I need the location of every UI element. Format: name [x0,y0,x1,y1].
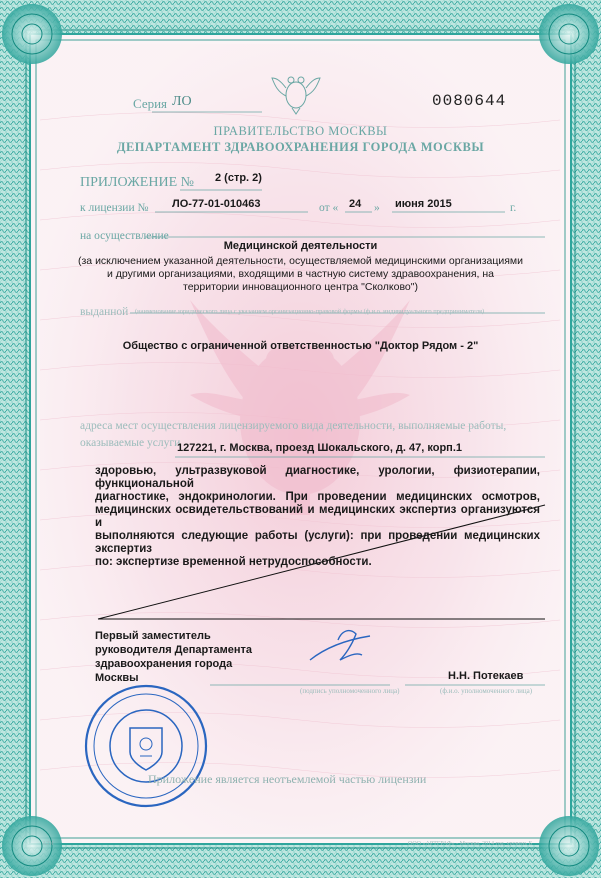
series-label: Серия [133,96,168,111]
license-month-year: июня 2015 [395,198,452,210]
license-prefix: к лицензии № [80,202,149,214]
services-line: медицинских освидетельствований и медицинских экспертиз организуются и [95,504,540,529]
services-line: выполняются следующие работы (услуги): при проведении медицинских экспертиз [95,530,540,555]
signatory-position-line: Первый заместитель [95,630,211,642]
signatory-position-line: здравоохранения города [95,658,233,670]
dept-title: ДЕПАРТАМЕНТ ЗДРАВООХРАНЕНИЯ ГОРОДА МОСКВЫ [116,140,485,154]
activity-desc-line: и другими организациями, входящими в частную систему здравоохранения, на [106,268,495,280]
issued-hint: (наименование юридического лица с указанием организационно-правовой формы (ф.и.о. индивидуального предпринимателя) [135,308,485,315]
services-text [95,465,540,569]
address-label-line: оказываемые услуги [80,437,181,449]
license-from-label: от « [319,202,339,214]
gov-title: ПРАВИТЕЛЬСТВО МОСКВЫ [213,124,388,138]
activity-label: на осуществление [80,230,169,242]
appendix-label: ПРИЛОЖЕНИЕ № [80,175,194,190]
services-line: здоровью, ультразвуковой диагностике, урологии, физиотерапии, функциональной [95,465,540,490]
services-line: по: экспертизе временной нетрудоспособности. [95,556,372,568]
corner-rosette-icon [2,4,62,64]
license-year-suffix: г. [510,202,517,214]
address-value: 127221, г. Москва, проезд Шокальского, д. 47, корп.1 [177,442,462,454]
printer-note: ООО «АРТГРАФ» - Москва, 2014 год, уровень Б [408,841,533,847]
organization-name: Общество с ограниченной ответственностью "Доктор Рядом - 2" [122,340,479,352]
signature-hint: (подпись уполномоченного лица) [300,687,400,695]
issued-label: выданной [80,306,129,318]
appendix-value: 2 (стр. 2) [215,172,262,184]
signatory-position-line: Москвы [95,672,139,684]
license-day-close: » [374,202,380,214]
license-number: 0080644 [432,92,507,110]
services-line: диагностике, эндокринологии. При проведении медицинских осмотров, [95,491,540,503]
activity-desc-line: территории инновационного центра "Сколково") [183,281,418,293]
signatory-name: Н.Н. Потекаев [448,670,524,682]
activity-title: Медицинской деятельности [223,240,378,252]
address-label-line: адреса мест осуществления лицензируемого вида деятельности, выполняемые работы, [80,420,507,432]
footer-code: А2И [42,841,54,847]
name-hint: (ф.и.о. уполномоченного лица) [440,687,533,695]
activity-desc-line: (за исключением указанной деятельности, осуществляемой медицинскими организациями [78,255,523,267]
license-ref-number: ЛО-77-01-010463 [172,198,261,210]
series-value: ЛО [172,94,192,109]
footer-note: Приложение является неотъемлемой частью лицензии [148,772,427,786]
corner-rosette-icon [539,4,599,64]
license-day: 24 [349,198,362,210]
signatory-position-line: руководителя Департамента [95,644,253,656]
corner-rosette-icon [539,816,599,876]
